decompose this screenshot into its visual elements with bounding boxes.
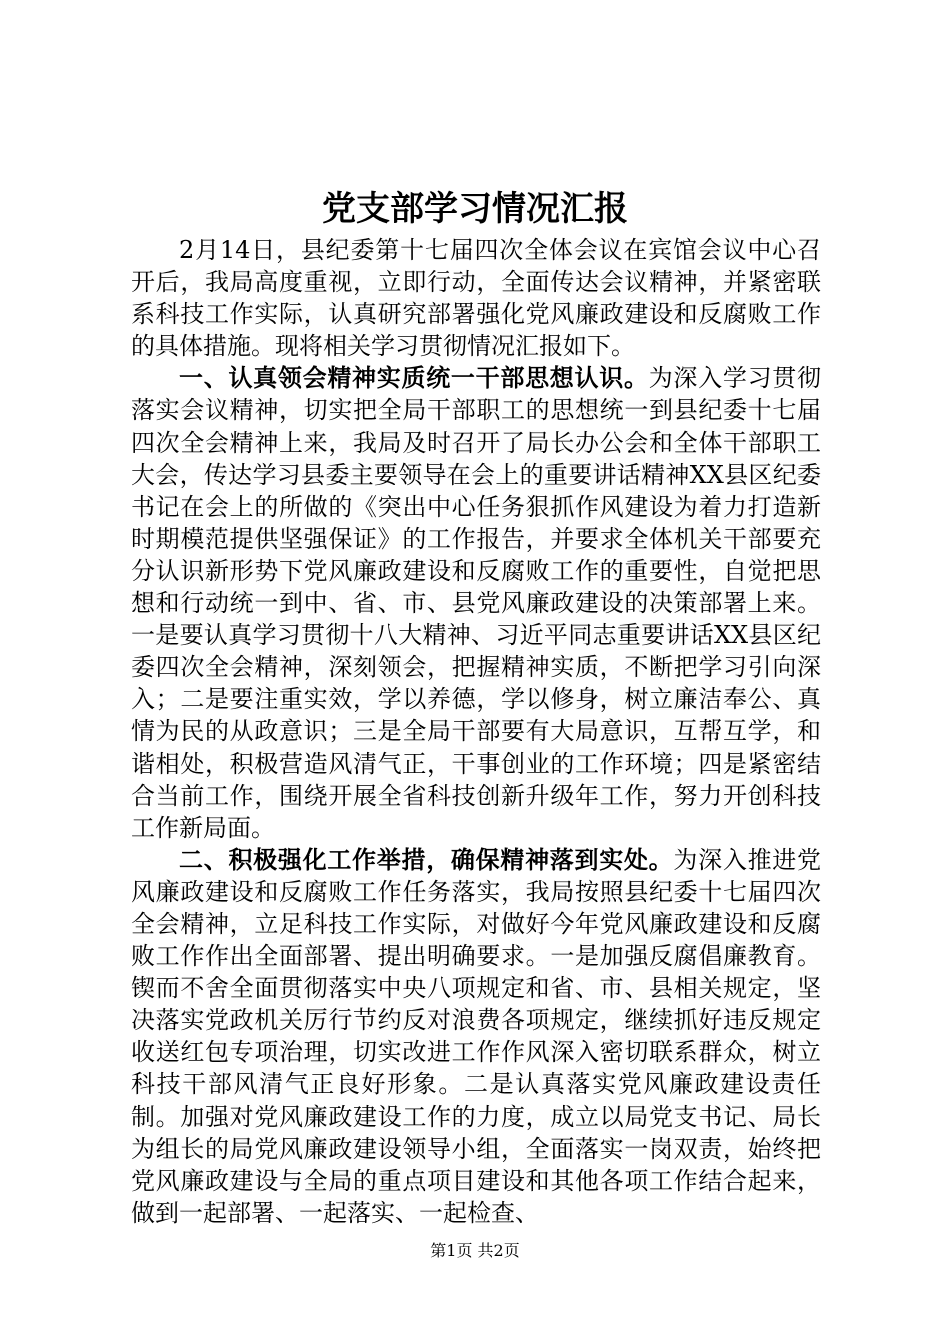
paragraph-intro bbox=[131, 234, 821, 362]
page-title: 党支部学习情况汇报 bbox=[322, 189, 628, 229]
paragraph-text: 为深入推进党风廉政建设和反腐败工作任务落实，我局按照县纪委十七届四次全会精神，立足科技工作实际，对做好今年党风廉政建设和反腐败工作作出全面部署、提出明确要求。一是加强反腐倡廉教育。锲而不舍全面贯彻落实中央八项规定和省、市、县相关规定，坚决落实党政机关厉行节约反对浪费各项规定，继续抓好违反规定收送红包专项治理，切实改进工作作风深入密切联系群众，树立科技干部风清气正良好形象。二是认真落实党风廉政建设责任制。加强对党风廉政建设工作的力度，成立以局党支书记、局长为组长的局党风廉政建设领导小组，全面落实一岗双责，始终把党风廉政建设与全局的重点项目建设和其他各项工作结合起来，做到一起部署、一起落实、一起检查、 bbox=[131, 845, 822, 1227]
paragraph-section-1 bbox=[131, 362, 821, 843]
document-body bbox=[131, 234, 821, 1229]
paragraph-lead: 一、认真领会精神实质统一干部思想认识。 bbox=[179, 363, 649, 393]
paragraph-lead: 二、积极强化工作举措，确保精神落到实处。 bbox=[179, 844, 674, 874]
paragraph-text: 2月14日，县纪委第十七届四次全体会议在宾馆会议中心召开后，我局高度重视，立即行动，全面传达会议精神，并紧密联系科技工作实际，认真研究部署强化党风廉政建设和反腐败工作的具体措施。现将相关学习贯彻情况汇报如下。 bbox=[131, 236, 821, 361]
paragraph-section-2 bbox=[131, 844, 821, 1229]
paragraph-text: 为深入学习贯彻落实会议精神，切实把全局干部职工的思想统一到县纪委十七届四次全会精神上来，我局及时召开了局长办公会和全体干部职工大会，传达学习县委主要领导在会上的重要讲话精神XX县区纪委书记在会上的所做的《突出中心任务狠抓作风建设为着力打造新时期模范提供坚强保证》的工作报告，并要求全体机关干部要充分认识新形势下党风廉政建设和反腐败工作的重要性，自觉把思想和行动统一到中、省、市、县党风廉政建设的决策部署上来。一是要认真学习贯彻十八大精神、习近平同志重要讲话XX县区纪委四次全会精神，深刻领会，把握精神实质，不断把学习引向深入；二是要注重实效，学以养德，学以修身，树立廉洁奉公、真情为民的从政意识；三是全局干部要有大局意识，互帮互学，和谐相处，积极营造风清气正，干事创业的工作环境；四是紧密结合当前工作，围绕开展全省科技创新升级年工作，努力开创科技工作新局面。 bbox=[131, 364, 822, 842]
page-number-footer: 第1页 共2页 bbox=[430, 1241, 520, 1260]
